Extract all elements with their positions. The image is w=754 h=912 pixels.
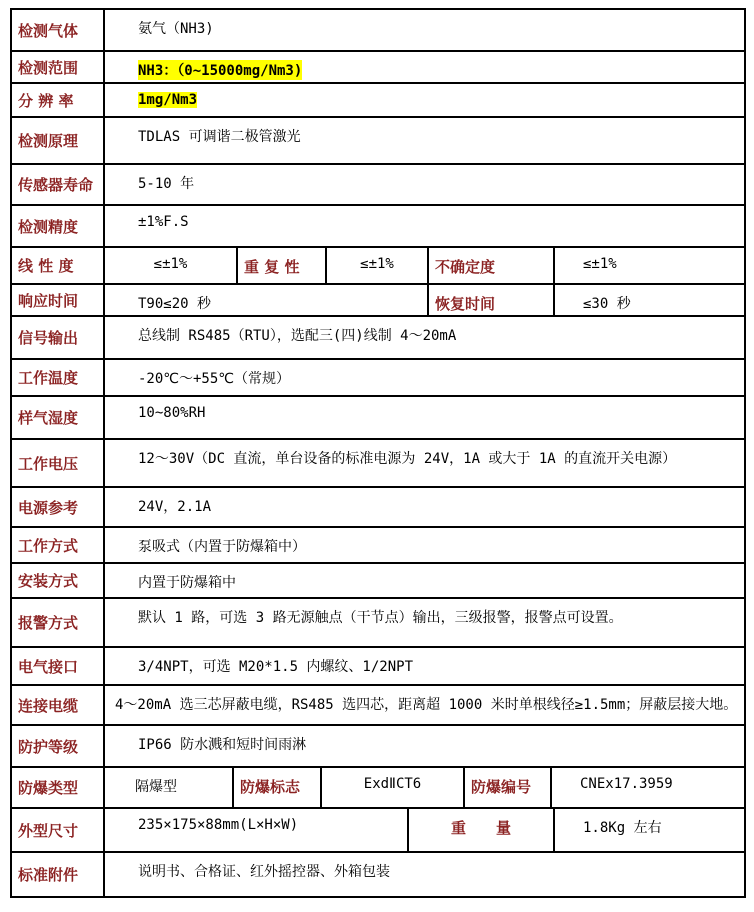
table-row <box>12 726 744 768</box>
table-row <box>12 528 744 564</box>
spec-value: 默认 1 路，可选 3 路无源触点（干节点）输出，三级报警，报警点可设置。 <box>138 610 623 626</box>
table-row <box>12 285 744 317</box>
spec-value: 3/4NPT，可选 M20*1.5 内螺纹、1/2NPT <box>138 659 414 675</box>
spec-value: CNEx17.3959 <box>580 776 673 792</box>
spec-value: 4～20mA 选三芯屏蔽电缆，RS485 选四芯，距离超 1000 米时单根线径≥1.5mm；屏蔽层接大地。 <box>115 697 738 713</box>
spec-sublabel: 重 复 性 <box>238 248 327 283</box>
spec-value: 内置于防爆箱中 <box>138 575 236 591</box>
spec-value: -20℃～+55℃（常规） <box>138 371 291 387</box>
table-row <box>12 317 744 360</box>
row-label: 标准附件 <box>12 853 105 896</box>
table-row <box>12 686 744 726</box>
row-label: 分 辨 率 <box>12 84 105 116</box>
row-label: 报警方式 <box>12 599 105 646</box>
spec-value: ≤30 秒 <box>583 296 631 312</box>
row-label: 工作电压 <box>12 440 105 486</box>
table-row <box>12 206 744 248</box>
row-label: 电气接口 <box>12 648 105 684</box>
spec-sublabel: 重 量 <box>409 809 555 851</box>
spec-value: IP66 防水溅和短时间雨淋 <box>138 737 307 753</box>
spec-value: 说明书、合格证、红外摇控器、外箱包装 <box>138 864 390 880</box>
spec-value: ≤±1% <box>583 256 617 272</box>
spec-value <box>105 52 744 82</box>
row-label: 信号输出 <box>12 317 105 358</box>
spec-value <box>105 84 744 116</box>
table-row <box>12 397 744 440</box>
row-label: 检测原理 <box>12 118 105 163</box>
row-label: 防护等级 <box>12 726 105 766</box>
table-row <box>12 440 744 488</box>
spec-value: 235×175×88mm(L×H×W) <box>105 809 409 851</box>
spec-value: 总线制 RS485（RTU），选配三(四)线制 4～20mA <box>138 328 457 344</box>
table-row <box>12 768 744 809</box>
table-row <box>12 599 744 648</box>
row-label: 防爆类型 <box>12 768 105 807</box>
highlight-text: NH3：（0~15000mg/Nm3) <box>138 60 302 80</box>
table-row <box>12 84 744 118</box>
table-row <box>12 360 744 397</box>
spec-value: T90≤20 秒 <box>105 285 429 315</box>
table-row <box>12 809 744 853</box>
spec-sublabel: 防爆编号 <box>465 768 552 807</box>
row-label: 连接电缆 <box>12 686 105 724</box>
row-label: 响应时间 <box>12 285 105 315</box>
row-label: 工作温度 <box>12 360 105 395</box>
table-row <box>12 10 744 52</box>
row-label: 检测精度 <box>12 206 105 246</box>
spec-value: TDLAS 可调谐二极管激光 <box>138 129 301 145</box>
table-row <box>12 118 744 165</box>
row-label: 检测范围 <box>12 52 105 82</box>
spec-value: 24V，2.1A <box>138 499 212 515</box>
table-row <box>12 564 744 599</box>
highlight-text: 1mg/Nm3 <box>138 92 198 108</box>
row-label: 电源参考 <box>12 488 105 526</box>
spec-value: ExdⅡCT6 <box>322 768 465 807</box>
table-row <box>12 248 744 285</box>
row-label: 安装方式 <box>12 564 105 597</box>
row-label: 工作方式 <box>12 528 105 562</box>
table-row <box>12 853 744 896</box>
row-label: 传感器寿命 <box>12 165 105 204</box>
spec-sublabel: 恢复时间 <box>429 285 555 315</box>
spec-value: 1.8Kg 左右 <box>583 820 662 836</box>
spec-value: 泵吸式（内置于防爆箱中） <box>138 539 306 555</box>
table-row <box>12 165 744 206</box>
spec-value: ±1%F.S <box>138 214 189 230</box>
row-label: 线 性 度 <box>12 248 105 283</box>
row-label: 检测气体 <box>12 10 105 50</box>
spec-value: ≤±1% <box>105 248 238 283</box>
spec-value: 12～30V（DC 直流，单台设备的标准电源为 24V，1A 或大于 1A 的直流开关电源） <box>138 451 677 467</box>
table-row <box>12 648 744 686</box>
spec-value: 5-10 年 <box>138 176 195 192</box>
spec-table <box>10 8 746 898</box>
spec-value: 隔爆型 <box>105 768 234 807</box>
spec-sublabel: 防爆标志 <box>234 768 322 807</box>
row-label: 外型尺寸 <box>12 809 105 851</box>
row-label: 样气湿度 <box>12 397 105 438</box>
spec-value: 氨气（NH3) <box>138 21 214 37</box>
table-row <box>12 52 744 84</box>
spec-sublabel: 不确定度 <box>429 248 555 283</box>
spec-value: 10~80%RH <box>138 405 206 421</box>
table-row <box>12 488 744 528</box>
spec-value: ≤±1% <box>327 248 429 283</box>
